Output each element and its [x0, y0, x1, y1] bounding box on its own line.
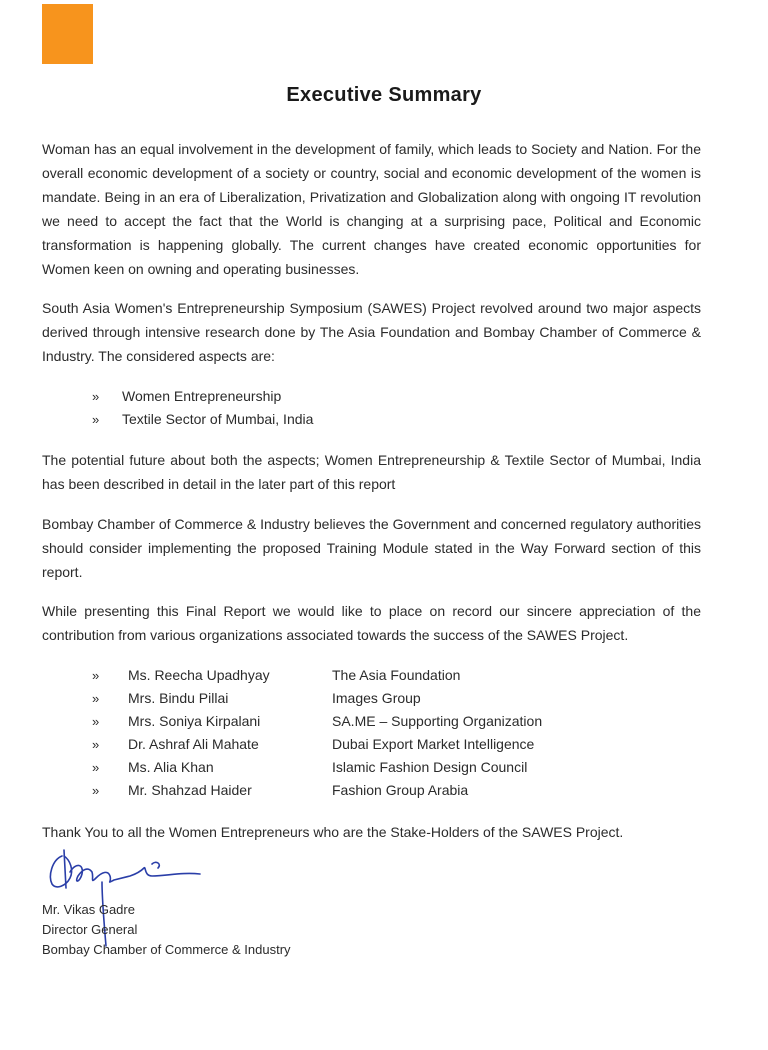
closing-paragraph: Thank You to all the Women Entrepreneurs who are the Stake-Holders of the SAWES Project. [42, 824, 624, 840]
organization-name: SA.ME – Supporting Organization [332, 713, 543, 729]
list-item [42, 687, 662, 710]
aspect-label: Women Entrepreneurship [122, 388, 282, 404]
organization-name: Dubai Export Market Intelligence [332, 736, 535, 752]
organization-name: Fashion Group Arabia [332, 782, 469, 798]
list-item [42, 664, 662, 687]
person-name: Mrs. Soniya Kirpalani [128, 713, 261, 729]
future-paragraph: The potential future about both the aspects; Women Entrepreneurship & Textile Sector of Mumbai, India has been described in detail in the later part of this report [42, 452, 701, 492]
chevron-bullet-icon: » [92, 668, 100, 683]
chevron-bullet-icon: » [92, 760, 100, 775]
chevron-bullet-icon: » [92, 737, 100, 752]
organization-name: Images Group [332, 690, 421, 706]
orange-corner-tab [42, 4, 93, 64]
person-name: Ms. Reecha Upadhyay [128, 667, 270, 683]
intro-paragraph: Woman has an equal involvement in the development of family, which leads to Society and Nation. For the overall economic development of a society or country, social and economic development of the women is mandate. Being in an era of Liberalization, Privatization and Globalization along with ongoing IT revolution we need to accept the fact that the World is changing at a surprising pace, Political and Economic transformation is happening globally. The current changes have created economic opportunities for Women keen on owning and operating businesses. [42, 141, 701, 277]
list-item [42, 710, 662, 733]
signatory-name: Mr. Vikas Gadre [42, 902, 135, 917]
list-item [42, 756, 662, 779]
person-name: Ms. Alia Khan [128, 759, 214, 775]
appreciation-paragraph: While presenting this Final Report we would like to place on record our sincere appreciation of the contribution from various organizations associated towards the success of the SAWES Project. [42, 603, 701, 643]
list-item [42, 733, 662, 756]
person-name: Dr. Ashraf Ali Mahate [128, 736, 259, 752]
chevron-bullet-icon: » [92, 389, 100, 404]
project-paragraph: South Asia Women's Entrepreneurship Symposium (SAWES) Project revolved around two major aspects derived through intensive research done by The Asia Foundation and Bombay Chamber of Commerce & Industry. The considered aspects are: [42, 300, 701, 364]
recommendation-paragraph: Bombay Chamber of Commerce & Industry believes the Government and concerned regulatory authorities should consider implementing the proposed Training Module stated in the Way Forward section of this report. [42, 516, 701, 580]
signatory-block [42, 900, 291, 960]
page-title: Executive Summary [286, 84, 482, 106]
chevron-bullet-icon: » [92, 714, 100, 729]
list-item [42, 779, 662, 802]
chevron-bullet-icon: » [92, 783, 100, 798]
chevron-bullet-icon: » [92, 691, 100, 706]
aspect-label: Textile Sector of Mumbai, India [122, 411, 314, 427]
person-name: Mrs. Bindu Pillai [128, 690, 229, 706]
signatory-designation: Director General [42, 922, 138, 937]
chevron-bullet-icon: » [92, 412, 100, 427]
organization-name: Islamic Fashion Design Council [332, 759, 528, 775]
person-name: Mr. Shahzad Haider [128, 782, 252, 798]
organization-name: The Asia Foundation [332, 667, 461, 683]
acknowledgements-list [42, 664, 662, 802]
signatory-organization: Bombay Chamber of Commerce & Industry [42, 942, 291, 957]
